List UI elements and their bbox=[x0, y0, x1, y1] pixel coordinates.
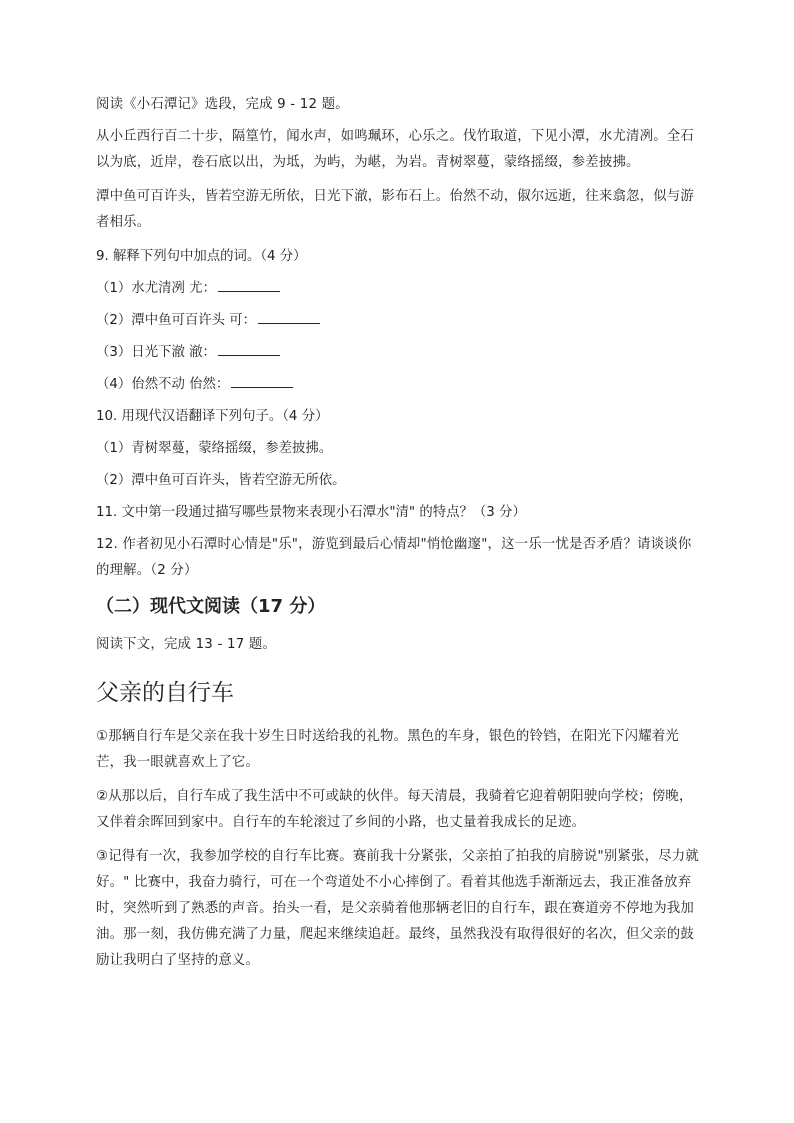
question-11: 11. 文中第一段通过描写哪些景物来表现小石潭水"清" 的特点？（3 分） bbox=[96, 505, 526, 520]
article-paragraph-1: ①那辆自行车是父亲在我十岁生日时送给我的礼物。黑色的车身，银色的铃铛，在阳光下闪耀着光芒，我一眼就喜欢上了它。 bbox=[96, 729, 680, 770]
article-title: 父亲的自行车 bbox=[96, 680, 234, 706]
section-title: （二）现代文阅读（17 分） bbox=[96, 596, 326, 617]
question-9-item-3: （3）日光下澈 澈： bbox=[96, 340, 702, 366]
question-9-item-2: （2）潭中鱼可百许头 可： bbox=[96, 308, 702, 334]
question-10: 10. 用现代汉语翻译下列句子。（4 分） bbox=[96, 409, 329, 424]
classical-passage-paragraph-1: 从小丘西行百二十步，隔篁竹，闻水声，如鸣珮环，心乐之。伐竹取道，下见小潭，水尤清冽。全石以为底，近岸，卷石底以出，为坻，为屿，为嵁，为岩。青树翠蔓，蒙络摇缀，参差披拂。 bbox=[96, 129, 694, 170]
classical-intro: 阅读《小石潭记》选段，完成 9 - 12 题。 bbox=[96, 97, 349, 112]
answer-blank[interactable] bbox=[258, 309, 320, 324]
classical-passage-paragraph-2: 潭中鱼可百许头，皆若空游无所依，日光下澈，影布石上。佁然不动，俶尔远逝，往来翕忽，似与游者相乐。 bbox=[96, 189, 694, 230]
answer-blank[interactable] bbox=[231, 373, 293, 388]
answer-blank[interactable] bbox=[218, 277, 280, 292]
question-9-item-4: （4）佁然不动 佁然： bbox=[96, 372, 702, 398]
question-9: 9. 解释下列句中加点的词。（4 分） bbox=[96, 249, 307, 264]
article-paragraph-3: ③记得有一次，我参加学校的自行车比赛。赛前我十分紧张，父亲拍了拍我的肩膀说"别紧张，尽力就好。" 比赛中，我奋力骑行，可在一个弯道处不小心摔倒了。看着其他选手渐渐远去，我正准备放弃时，突然听到了熟悉的声音。抬头一看，是父亲骑着他那辆老旧的自行车，跟在赛道旁不停地为我加油。那一刻，我仿佛充满了力量，爬起来继续追赶。最终，虽然我没有取得很好的名次，但父亲的鼓励让我明白了坚持的意义。 bbox=[96, 849, 699, 968]
modern-intro: 阅读下文，完成 13 - 17 题。 bbox=[96, 637, 277, 652]
article-paragraph-2: ②从那以后，自行车成了我生活中不可或缺的伙伴。每天清晨，我骑着它迎着朝阳驶向学校；傍晚，又伴着余晖回到家中。自行车的车轮滚过了乡间的小路，也丈量着我成长的足迹。 bbox=[96, 789, 693, 830]
answer-blank[interactable] bbox=[218, 341, 280, 356]
question-12: 12. 作者初见小石潭时心情是"乐"，游览到最后心情却"悄怆幽邃"，这一乐一忧是否矛盾？请谈谈你的理解。（2 分） bbox=[96, 537, 692, 578]
question-10-item-1: （1）青树翠蔓，蒙络摇缀，参差披拂。 bbox=[96, 441, 333, 456]
exam-page bbox=[96, 92, 702, 982]
question-10-item-2: （2）潭中鱼可百许头，皆若空游无所依。 bbox=[96, 473, 346, 488]
question-9-item-1: （1）水尤清冽 尤： bbox=[96, 276, 702, 302]
